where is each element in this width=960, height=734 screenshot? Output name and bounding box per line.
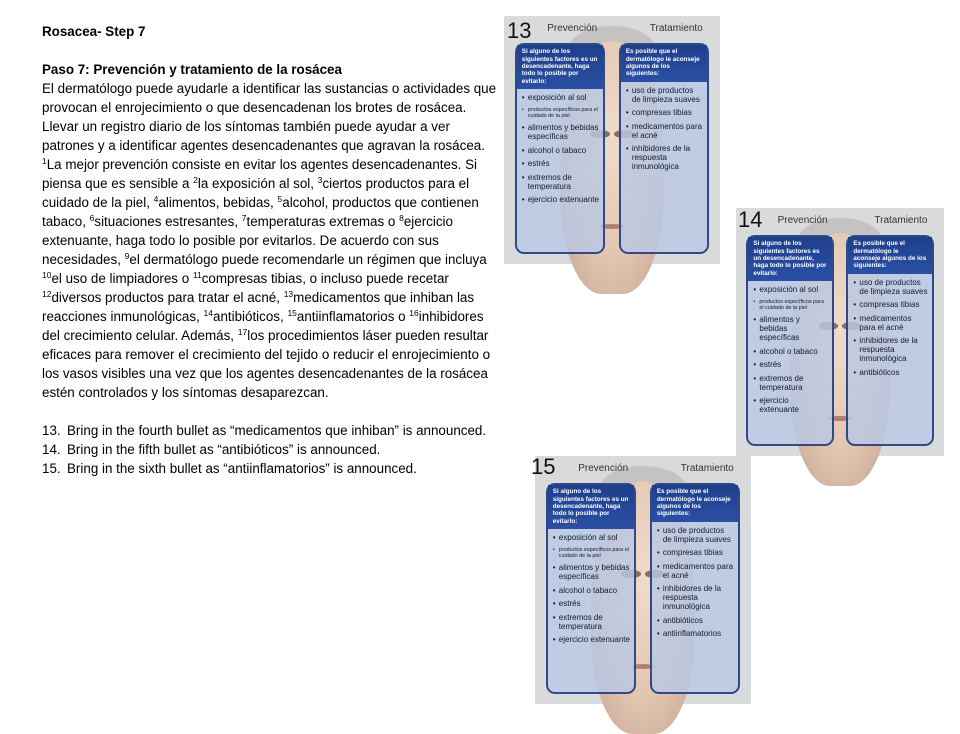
paragraph-segment: ejercicio extenuante, haga todo lo posible por evitarlos. De acuerdo con sus necesidades, (42, 214, 453, 267)
treatment-item: • antiinflamatorios (657, 629, 735, 638)
reference-superscript: 13 (283, 289, 294, 299)
prevention-item: • alimentos y bebidas específicas (753, 315, 828, 342)
prevention-list (517, 93, 603, 204)
slide-number-label: 14 (738, 207, 763, 232)
slide-thumbnail-15 (531, 454, 751, 704)
prevention-header: Prevención (547, 23, 598, 35)
treatment-item: • compresas tibias (853, 300, 928, 309)
prevention-item: • ejercicio extenuante (553, 635, 631, 644)
step-list (42, 421, 500, 478)
prevention-item: • extremos de temperatura (522, 173, 600, 191)
prevention-item: • estrés (522, 159, 600, 168)
step-item (42, 440, 500, 459)
reference-superscript: 3 (317, 175, 323, 185)
treatment-intro: Es posible que el dermatólogo le aconseje algunos de los siguientes: (621, 45, 707, 82)
reference-superscript: 16 (409, 308, 419, 318)
prevention-item: • exposición al sol (522, 93, 600, 102)
step-text: Bring in the sixth bullet as “antiinflamatorios” is announced. (67, 461, 417, 476)
step-text: Bring in the fourth bullet as “medicamentos que inhiban” is announced. (67, 423, 487, 438)
treatment-item: • uso de productos de limpieza suaves (626, 86, 704, 104)
paragraph-segment: La mejor prevención consiste en evitar los agentes desencadenantes. Si piensa que es sensible a (42, 157, 477, 191)
treatment-item: • antibióticos (657, 616, 735, 625)
prevention-item: • alcohol o tabaco (753, 347, 828, 356)
slide-number-label: 15 (531, 454, 556, 479)
section-heading: Paso 7: Prevención y tratamiento de la rosácea (42, 62, 342, 77)
prevention-item: • ejercicio extenuante (753, 396, 828, 414)
step-number: 15. (42, 461, 61, 476)
reference-superscript: 5 (277, 194, 283, 204)
paragraph-segment: alcohol, productos que contienen tabaco, (42, 195, 479, 229)
prevention-intro: Si alguno de los siguientes factores es un desencadenante, haga todo lo posible por evitarlo: (548, 485, 634, 529)
reference-superscript: 2 (193, 175, 198, 185)
prevention-item: • productos específicos para el cuidado de la piel (553, 547, 631, 559)
prevention-intro: Si alguno de los siguientes factores es un desencadenante, haga todo lo posible por evitarlo: (748, 237, 831, 281)
step-number: 13. (42, 423, 61, 438)
paragraph-segment: alimentos, bebidas, (158, 195, 278, 210)
step-item (42, 459, 500, 478)
step-item (42, 421, 500, 440)
slide-thumbnail-14 (736, 208, 944, 456)
treatment-header: Tratamiento (874, 215, 928, 227)
treatment-list (621, 86, 707, 172)
paragraph-segment: ciertos productos para el cuidado de la piel, (42, 176, 470, 210)
reference-superscript: 10 (42, 270, 52, 280)
prevention-item: • estrés (753, 360, 828, 369)
prevention-item: • alimentos y bebidas específicas (553, 563, 631, 581)
step-number: 14. (42, 442, 61, 457)
main-paragraph (42, 79, 500, 402)
paragraph-segment: situaciones estresantes, (94, 214, 242, 229)
prevention-item: • exposición al sol (553, 533, 631, 542)
treatment-item: • compresas tibias (626, 108, 704, 117)
treatment-item: • medicamentos para el acné (626, 122, 704, 140)
paragraph-segment: compresas tibias, o incluso puede recetar (201, 271, 449, 286)
document-title: Rosacea- Step 7 (42, 24, 146, 39)
paragraph-segment: temperaturas extremas o (246, 214, 400, 229)
prevention-item: • productos específicos para el cuidado de la piel (753, 299, 828, 311)
paragraph-segment: diversos productos para tratar el acné, (51, 290, 284, 305)
paragraph-segment: inhibidores del crecimiento celular. Además, (42, 309, 484, 343)
prevention-item: • exposición al sol (753, 285, 828, 294)
paragraph-segment: los procedimientos láser pueden resultar eficaces para remover el crecimiento del tejido o reducir el enrojecimiento o los vasos visibles una vez que los agentes desencadenantes de la rosácea estén controlados y los síntomas desaparezcan. (42, 328, 491, 400)
treatment-list (848, 278, 931, 377)
prevention-list (548, 533, 634, 644)
reference-superscript: 8 (399, 213, 404, 223)
treatment-item: • inhibidores de la respuesta inmunológica (626, 144, 704, 171)
slide-thumbnail-13 (504, 16, 720, 264)
paragraph-segment: antiinflamatorios o (296, 309, 410, 324)
treatment-item: • medicamentos para el acné (853, 314, 928, 332)
reference-superscript: 6 (89, 213, 95, 223)
treatment-header: Tratamiento (680, 463, 734, 475)
prevention-item: • extremos de temperatura (753, 374, 828, 392)
reference-superscript: 17 (237, 327, 248, 337)
paragraph-segment: antibióticos, (213, 309, 288, 324)
prevention-intro: Si alguno de los siguientes factores es un desencadenante, haga todo lo posible por evitarlo: (517, 45, 603, 89)
treatment-header: Tratamiento (649, 23, 703, 35)
prevention-item: • alimentos y bebidas específicas (522, 123, 600, 141)
treatment-panel (650, 483, 740, 694)
paragraph-segment: El dermatólogo puede ayudarle a identificar las sustancias o actividades que provocan el enrojecimiento o que desencadenan los brotes de rosácea. Llevar un registro diario de los síntomas también puede ayudar a ver patrones y a identificar agentes desencadenantes que agravan la rosácea. (42, 81, 497, 153)
reference-superscript: 9 (124, 251, 130, 261)
treatment-item: • compresas tibias (657, 548, 735, 557)
prevention-header: Prevención (578, 463, 629, 475)
treatment-list (652, 526, 738, 639)
treatment-item: • uso de productos de limpieza suaves (657, 526, 735, 544)
prevention-panel (515, 43, 605, 254)
paragraph-segment: el dermatólogo puede recomendarle un régimen que incluya (129, 252, 487, 267)
treatment-item: • inhibidores de la respuesta inmunológica (657, 584, 735, 611)
reference-superscript: 12 (42, 289, 52, 299)
prevention-item: • estrés (553, 599, 631, 608)
prevention-item: • ejercicio extenuante (522, 195, 600, 204)
treatment-item: • uso de productos de limpieza suaves (853, 278, 928, 296)
paragraph-segment: medicamentos que inhiban las reacciones inmunológicas, (42, 290, 475, 324)
treatment-panel (619, 43, 709, 254)
prevention-item: • alcohol o tabaco (522, 146, 600, 155)
paragraph-segment: el uso de limpiadores o (51, 271, 193, 286)
prevention-item: • productos específicos para el cuidado de la piel (522, 107, 600, 119)
reference-superscript: 7 (241, 213, 247, 223)
reference-superscript: 1 (42, 156, 47, 166)
prevention-header: Prevención (777, 215, 828, 227)
slide-number-label: 13 (507, 18, 532, 43)
reference-superscript: 14 (203, 308, 213, 318)
treatment-intro: Es posible que el dermatólogo le aconseje algunos de los siguientes: (848, 237, 931, 274)
treatment-panel (846, 235, 933, 446)
treatment-item: • medicamentos para el acné (657, 562, 735, 580)
step-text: Bring in the fifth bullet as “antibióticos” is announced. (67, 442, 381, 457)
prevention-panel (546, 483, 636, 694)
treatment-item: • antibióticos (853, 368, 928, 377)
reference-superscript: 11 (192, 270, 202, 280)
prevention-item: • extremos de temperatura (553, 613, 631, 631)
treatment-item: • inhibidores de la respuesta inmunológica (853, 336, 928, 363)
treatment-intro: Es posible que el dermatólogo le aconseje algunos de los siguientes: (652, 485, 738, 522)
prevention-panel (746, 235, 833, 446)
prevention-item: • alcohol o tabaco (553, 586, 631, 595)
paragraph-segment: la exposición al sol, (197, 176, 318, 191)
reference-superscript: 4 (153, 194, 159, 204)
prevention-list (748, 285, 831, 414)
reference-superscript: 15 (287, 308, 297, 318)
document-body (42, 22, 500, 478)
